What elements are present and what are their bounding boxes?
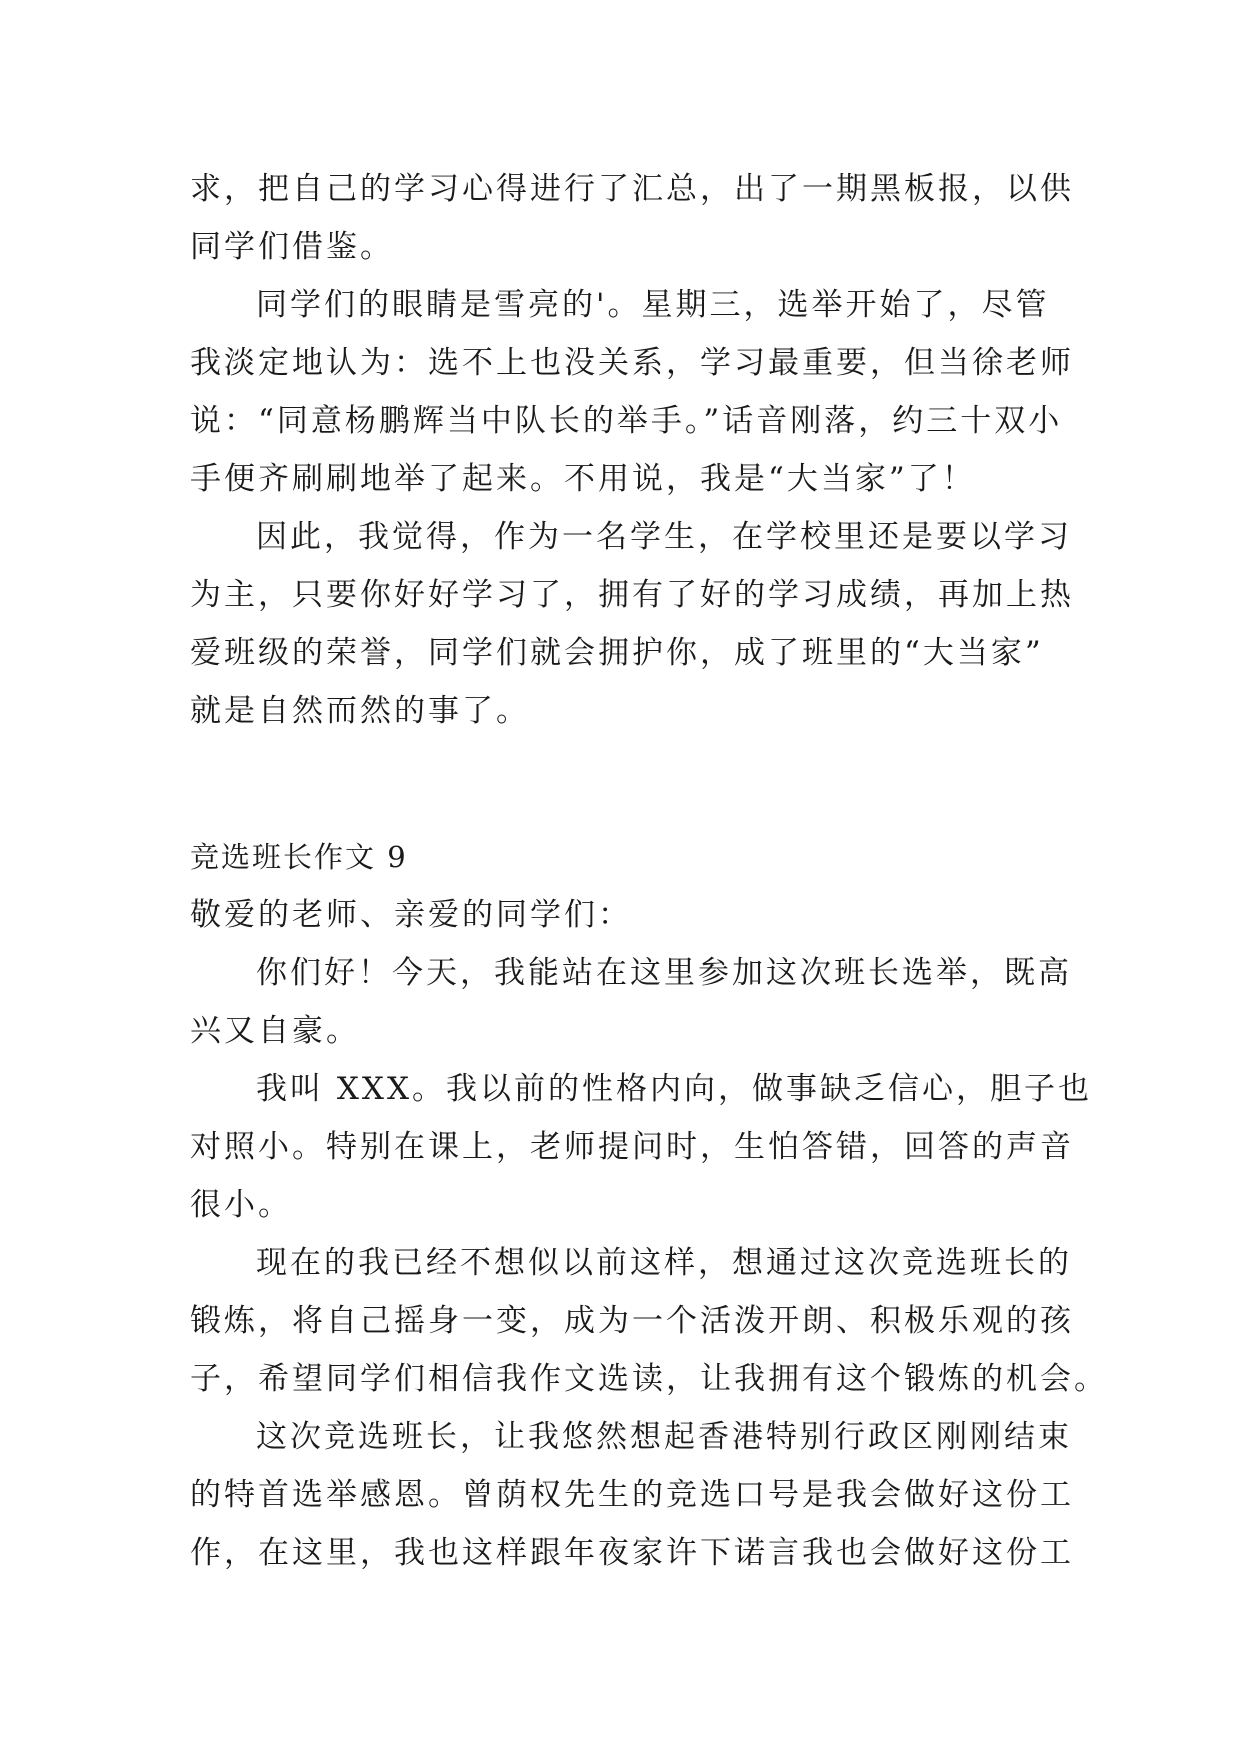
paragraph-line: 求，把自己的学习心得进行了汇总，出了一期黑板报，以供 (190, 171, 1074, 207)
paragraph-line: 我淡定地认为：选不上也没关系，学习最重要，但当徐老师 (190, 345, 1074, 381)
paragraph-line: 说：“同意杨鹏辉当中队长的举手。”话音刚落，约三十双小 (190, 403, 1063, 439)
paragraph-line: 手便齐刷刷地举了起来。不用说，我是“大当家”了！ (190, 461, 976, 497)
paragraph-line: 很小。 (190, 1187, 292, 1223)
section-spacer (190, 740, 1060, 828)
paragraph-line: 作，在这里，我也这样跟年夜家许下诺言我也会做好这份工 (190, 1535, 1074, 1571)
paragraph-line: 这次竞选班长，让我悠然想起香港特别行政区刚刚结束 (256, 1419, 1072, 1455)
paragraph-line: 对照小。特别在课上，老师提问时，生怕答错，回答的声音 (190, 1129, 1074, 1165)
paragraph-line: 就是自然而然的事了。 (190, 693, 530, 729)
paragraph-line: 的特首选举感恩。曾荫权先生的竞选口号是我会做好这份工 (190, 1477, 1074, 1513)
paragraph-line: 现在的我已经不想似以前这样，想通过这次竞选班长的 (256, 1245, 1072, 1281)
paragraph-line: 因此，我觉得，作为一名学生，在学校里还是要以学习 (256, 519, 1072, 555)
paragraph-line: 同学们借鉴。 (190, 229, 394, 265)
paragraph-line: 爱班级的荣誉，同学们就会拥护你，成了班里的“大当家” (190, 635, 1044, 671)
paragraph-line: 锻炼，将自己摇身一变，成为一个活泼开朗、积极乐观的孩 (190, 1303, 1074, 1339)
document-body (190, 160, 1108, 1582)
essay-title: 竞选班长作文 9 (190, 840, 408, 874)
paragraph-line: 我叫 XXX。我以前的性格内向，做事缺乏信心，胆子也 (256, 1071, 1093, 1107)
paragraph-line: 子，希望同学们相信我作文选读，让我拥有这个锻炼的机会。 (190, 1361, 1108, 1397)
paragraph-line: 同学们的眼睛是雪亮的'。星期三，选举开始了，尽管 (256, 287, 1050, 323)
paragraph-line: 你们好！今天，我能站在这里参加这次班长选举，既高 (256, 955, 1072, 991)
paragraph-line: 兴又自豪。 (190, 1013, 360, 1049)
greeting-line: 敬爱的老师、亲爱的同学们： (190, 897, 632, 933)
paragraph-line: 为主，只要你好好学习了，拥有了好的学习成绩，再加上热 (190, 577, 1074, 613)
